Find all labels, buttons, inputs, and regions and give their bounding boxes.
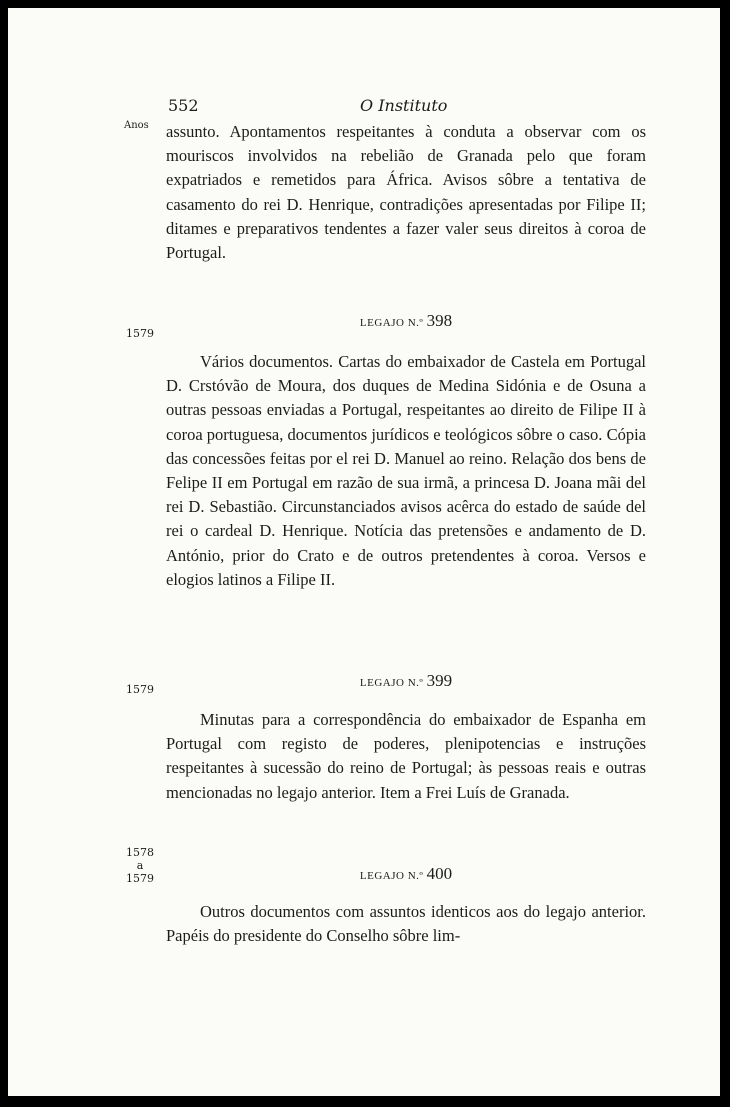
legajo-paragraph: Minutas para a correspondência do embaixador de Espanha em Portugal com registo de poderes, plenipotencias e instruções respeitantes à sucessão do reino de Portugal; às pessoas reais e outras mencionadas no legajo anterior. Item a Frei Luís de Granada. <box>166 710 646 802</box>
legajo-heading <box>166 311 646 331</box>
year-from: 1578 <box>126 846 154 859</box>
legajo-label: LEGAJO N.º <box>359 677 424 689</box>
legajo-paragraph: Outros documentos com assuntos identicos aos do legajo anterior. Papéis do presidente do Conselho sôbre lim- <box>166 902 646 946</box>
year-to: 1579 <box>126 872 154 885</box>
page-number: 552 <box>168 96 199 115</box>
legajo-paragraph: Vários documentos. Cartas do embaixador de Castela em Portugal D. Crstóvão de Moura, dos duques de Medina Sidónia e de Osuna a outras pessoas enviadas a Portugal, respeitantes ao direito de Filipe II à coroa portuguesa, documentos jurídicos e teológicos sôbre o caso. Cópia das concessões feitas por el rei D. Manuel ao reino. Relação dos bens de Felipe II em Portugal em razão de sua irmã, a princesa D. Joana mãi del rei D. Sebastião. Circunstanciados avisos acêrca do estado de saúde del rei o cardeal D. Henrique. Notícia das pretensões e andamento de D. António, prior do Crato e de outros pretendentes à coroa. Versos e elogios latinos a Filipe II. <box>166 352 646 589</box>
legajo-heading <box>166 671 646 691</box>
legajo-heading <box>166 864 646 884</box>
legajo-number: 400 <box>426 864 453 883</box>
legajo-number: 398 <box>426 311 453 330</box>
margin-year-range <box>126 846 154 885</box>
year-separator: a <box>136 859 144 872</box>
document-page <box>8 8 720 1096</box>
paragraph-continuation: assunto. Apontamentos respeitantes à conduta a observar com os mouriscos involvidos na rebelião de Granada pelo que foram expatriados e remetidos para África. Avisos sôbre a tentativa de casamento do rei D. Henrique, contradições apresentadas por Filipe II; ditames e preparativos tendentes a fazer valer seus direitos à coroa de Portugal. <box>166 122 646 263</box>
years-margin-label: Anos <box>124 120 149 131</box>
running-title: O Instituto <box>360 96 448 115</box>
margin-year: 1579 <box>126 327 154 340</box>
margin-year: 1579 <box>126 683 154 696</box>
legajo-label: LEGAJO N.º <box>359 870 424 882</box>
legajo-number: 399 <box>426 671 453 690</box>
legajo-label: LEGAJO N.º <box>359 317 424 329</box>
